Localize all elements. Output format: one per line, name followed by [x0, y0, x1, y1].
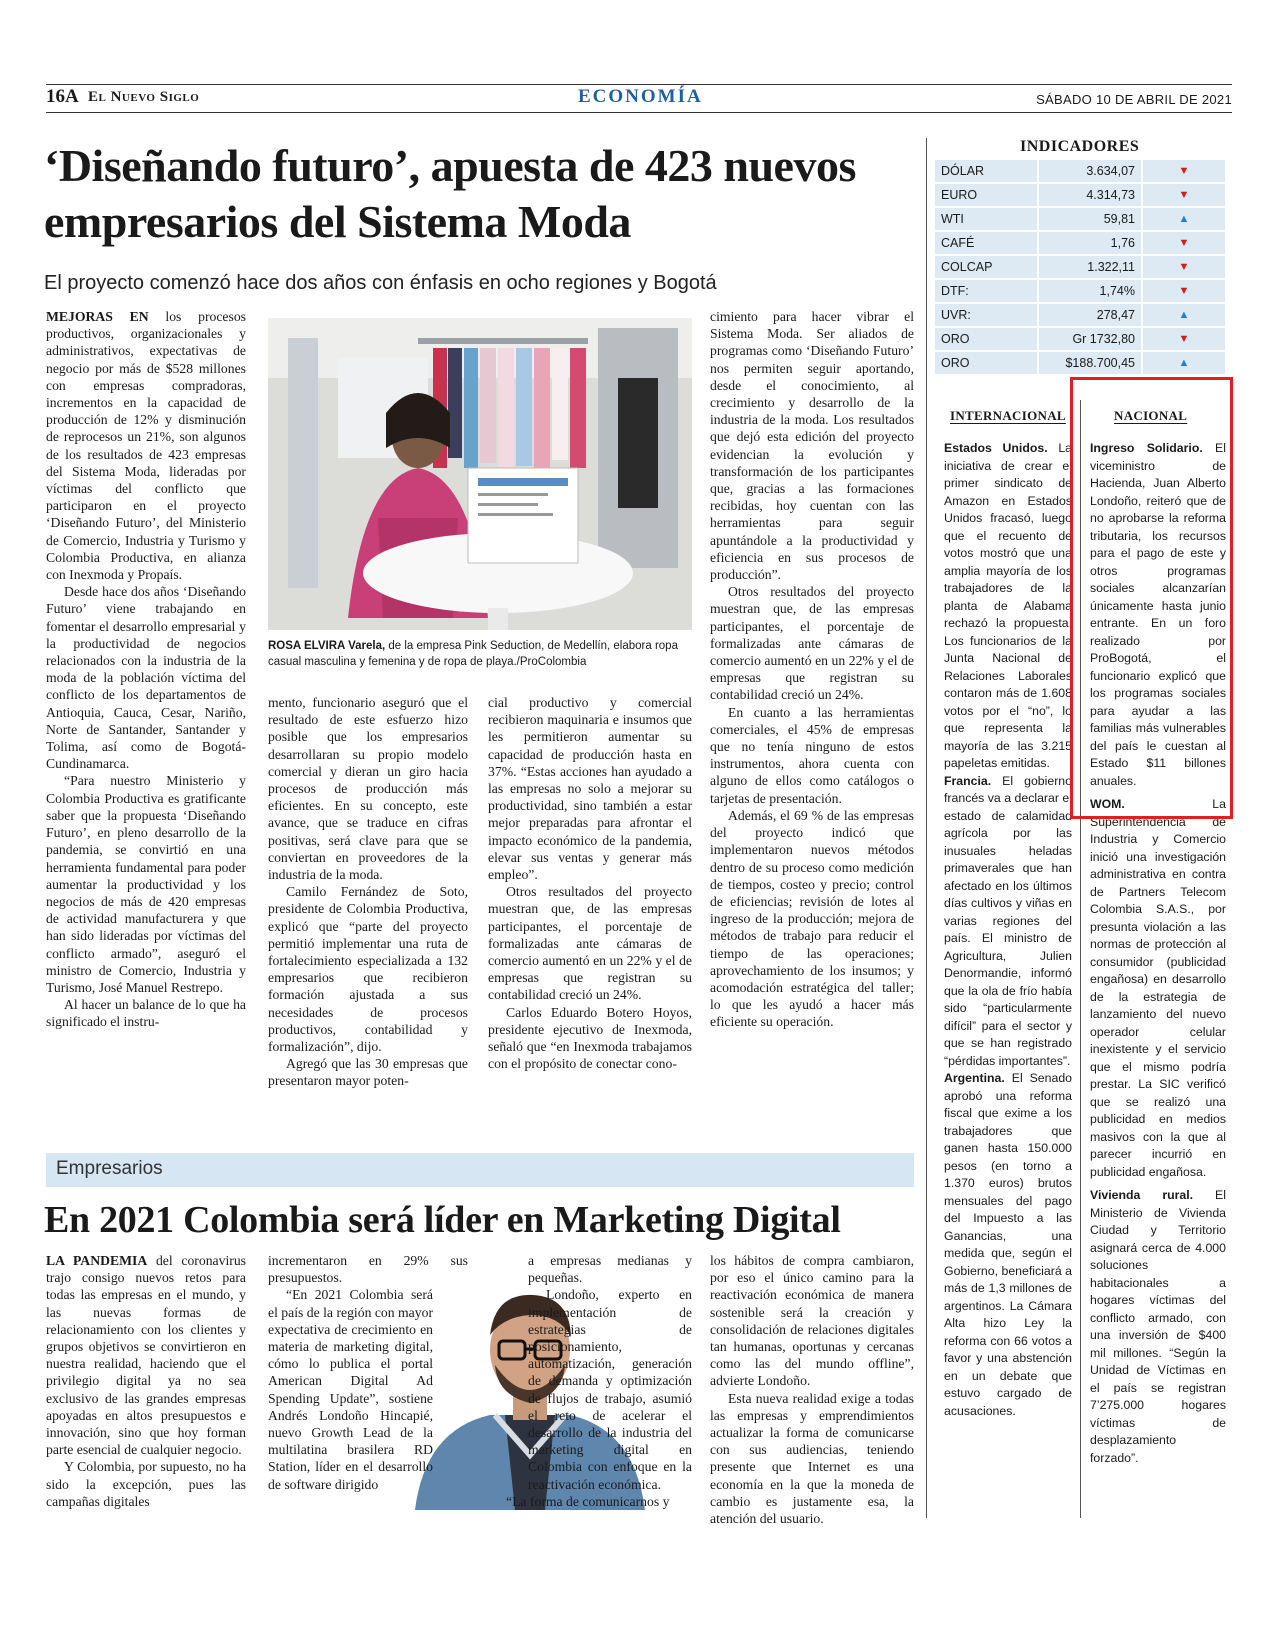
nacional-heading: NACIONAL: [1114, 408, 1188, 423]
indicator-value: 1,74%: [1038, 279, 1142, 303]
highlight-box: [1070, 377, 1233, 819]
photo-caption: ROSA ELVIRA Varela, de la empresa Pink Seduction, de Medellín, elabora ropa casual masculina y femenina y de ropa de playa./ProColombia: [268, 640, 678, 668]
indicator-value: 3.634,07: [1038, 160, 1142, 183]
indicator-name: EURO: [935, 183, 1038, 207]
indicator-name: UVR:: [935, 303, 1038, 327]
indicator-row: [935, 351, 1225, 375]
news-item: Ingreso Solidario. El viceministro de Hacienda, Juan Alberto Londoño, reiteró que de no aprobarse la reforma tributaria, los recursos para el pago de este y otros programas sociales alcanzarían únicamente hasta junio entrante. En un foro realizado por ProBogotá, el funcionario explicó que los programas sociales para ayudar a las familias más vulnerables del país le cuestan al Estado $11 billones anuales.: [1090, 441, 1226, 788]
paragraph: Londoño, experto en implementación de estrategias de posicionamiento, automatización, generación de demanda y optimización de flujos de trabajo, asumió el reto de acelerar el desarrollo de la industria del marketing digital en Colombia con enfoque en la reactivación económica.: [528, 1287, 692, 1492]
indicator-row: [935, 327, 1225, 351]
indicator-name: ORO: [935, 351, 1038, 375]
indicator-name: ORO: [935, 327, 1038, 351]
page-number: 16A: [46, 86, 79, 107]
down-arrow-icon: ▼: [1142, 279, 1225, 303]
indicator-row: [935, 160, 1225, 183]
down-arrow-icon: ▼: [1142, 231, 1225, 255]
article1-column-3: [488, 694, 692, 1072]
article1-column-1: MEJORAS EN los procesos productivos, organizacionales y administrativos, expectativas de negocio por más de $528 millones con empresas compradoras, incrementos en la capacidad de producción de 12% y disminución de reprocesos un 21%, son algunos de los resultados de 423 empresas del Sistema Moda, lideradas por víctimas del conflicto que participaron en el proyecto ‘Diseñando Futuro’, del Ministerio de Comercio, Industria y Turismo y Colombia Productiva, en alianza con Inexmoda y Propaís. Desde hace dos años ‘Diseñando Futuro’ viene trabajando en fomentar el desarrollo empresarial y la productividad de negocios relacionados con la industria de la moda de la población víctima del conflicto de los departamentos de Antioquia, Cauca, Cesar, Nariño, Norte de Santander, Santander y Tolima, así como de Bogotá-Cundinamarca. “Para nuestro Ministerio y Colombia Productiva es gratificante saber que la propuesta ‘Diseñando Futuro’, en pleno desarrollo de la pandemia, se convirtió en una herramienta fundamental para poder aumentar la productividad y los negocios de más de 420 empresas de actividad manufacturera y que han sido lideradas por víctimas del conflicto armado”, aseguró el ministro de Comercio, Industria y Turismo, José Manuel Restrepo. Al hacer un balance de lo que ha significado el instru-: [46, 309, 246, 1030]
paragraph: Desde hace dos años ‘Diseñando Futuro’ viene trabajando en fomentar el desarrollo empresarial y la productividad de negocios relacionados con la industria de la moda de la población víctima del conflicto de los departamentos de Antioquia, Cauca, Cesar, Nariño, Norte de Santander, Santander y Tolima, así como de Bogotá-Cundinamarca.: [46, 584, 246, 772]
paragraph: Al hacer un balance de lo que ha significado el instru-: [46, 997, 246, 1030]
indicator-row: [935, 303, 1225, 327]
issue-date: SÁBADO 10 DE ABRIL DE 2021: [1036, 92, 1232, 107]
section-band-label: Empresarios: [56, 1158, 163, 1179]
indicator-row: [935, 207, 1225, 231]
indicator-row: [935, 279, 1225, 303]
indicator-row: [935, 183, 1225, 207]
paragraph: Camilo Fernández de Soto, presidente de Colombia Productiva, explicó que “parte del proyecto permitió implementar una ruta de fortalecimiento especializada a 132 empresarios que recibieron formación ajustada a sus necesidades de procesos productivos, contabilidad y formalización”, dijo.: [268, 884, 468, 1055]
paragraph: Agregó que las 30 empresas que presentaron mayor poten-: [268, 1056, 468, 1089]
indicator-value: 4.314,73: [1038, 183, 1142, 207]
paragraph: En cuanto a las herramientas comerciales, el 45% de empresas que no tenía ninguno de estos instrumentos, ahora cuenta con alguno de ellos como catálogos o tarjetas de presentación.: [710, 704, 914, 806]
paragraph: incrementaron en 29% sus presupuestos.: [268, 1253, 468, 1286]
news-item: WOM. La Superintendencia de Industria y Comercio inició una investigación administrativa en contra de Partners Telecom Colombia S.A.S., por presunta violación a las normas de protección al consumidor (publicidad engañosa) en desarrollo de la estrategia de lanzamiento del nuevo operador celular inexistente y el servicio que el mismo podría prestar. La SIC verificó que se realizó una publicidad en medios masivos con la que al parecer incurrió en publicidad engañosa.: [1090, 797, 1226, 1179]
news-item: Francia. El gobierno francés va a declarar el estado de calamidad agrícola por las inusuales heladas primaverales que han afectado en los últimos días cultivos y viñas en varias regiones del país. El ministro de Agricultura, Julien Denormandie, informó que la ola de frío había sido “particularmente difícil” para el sector y que se han registrado “pérdidas importantes”.: [944, 773, 1072, 1068]
article-headline: ‘Diseñando futuro’, apuesta de 423 nuevos empresarios del Sistema Moda: [44, 140, 856, 247]
article1-column-2: [268, 694, 468, 1090]
down-arrow-icon: ▼: [1142, 160, 1225, 183]
paragraph: a empresas medianas y pequeñas.: [528, 1253, 692, 1286]
article2-column-1: LA PANDEMIA del coronavirus trajo consigo nuevos retos para todas las empresas en el mundo, y las nuevas formas de relacionamiento con los clientes y grupos objetivos se convirtieron en nuestra realidad, haciendo que el privilegio digital ya no sea exclusivo de las grandes empresas apoyadas en altos presupuestos e innovación, sino que hoy forman parte esencial de cualquier negocio. Y Colombia, por supuesto, no ha sido la excepción, pues las campañas digitales: [46, 1253, 246, 1509]
down-arrow-icon: ▼: [1142, 183, 1225, 207]
paragraph: “Para nuestro Ministerio y Colombia Productiva es gratificante saber que la propuesta ‘Diseñando Futuro’, en pleno desarrollo de la pandemia, se convirtió en una herramienta fundamental para poder aumentar la productividad y los negocios de más de 420 empresas de actividad manufacturera y que han sido lideradas por víctimas del conflicto armado”, aseguró el ministro de Comercio, Industria y Turismo, José Manuel Restrepo.: [46, 773, 246, 995]
paragraph: Y Colombia, por supuesto, no ha sido la excepción, pues las campañas digitales: [46, 1459, 246, 1509]
paragraph: Otros resultados del proyecto muestran que, de las empresas participantes, el porcentaje de formalizadas ante cámaras de comercio aumentó en un 22% y el de empresas que registran su contabilidad creció un 24%.: [710, 584, 914, 703]
paragraph: cial productivo y comercial recibieron maquinaria e insumos que les permitieron aumentar su capacidad de producción hasta en 37%. “Estas acciones han ayudado a las empresas no solo a mejorar su productividad, sino también a estar mejor preparadas para afrontar el impacto económico de la pandemia, elevar sus ventas y generar más empleo”.: [488, 695, 692, 883]
section-name: ECONOMÍA: [578, 86, 703, 107]
down-arrow-icon: ▼: [1142, 327, 1225, 351]
paragraph: cimiento para hacer vibrar el Sistema Moda. Ser aliados de programas como ‘Diseñando Futuro’ nos permiten seguir aportando, desde el conocimiento, al crecimiento y desarrollo de la industria de la moda. Los resultados que dejó esta edición del proyecto evidencian la evolución y transformación de los participantes que, gracias a las formaciones recibidas, hoy cuentan con las herramientas para seguir apuntándole a la productividad y eficiencia en sus procesos de producción”.: [710, 309, 914, 583]
paragraph: los hábitos de compra cambiaron, por eso el único camino para la reactivación económica de manera sostenible será la creación y consolidación de relaciones digitales tan humanas, oportunas y cercanas como las del mundo offline”, advierte Londoño.: [710, 1253, 914, 1389]
indicator-name: DÓLAR: [935, 160, 1038, 183]
indicator-value: 278,47: [1038, 303, 1142, 327]
up-arrow-icon: ▲: [1142, 351, 1225, 375]
indicator-row: [935, 255, 1225, 279]
indicator-name: CAFÉ: [935, 231, 1038, 255]
news-item: Estados Unidos. La iniciativa de crear el primer sindicato de Amazon en Estados Unidos fracasó, luego que el recuento de votos mostró que una amplia mayoría de los trabajadores de la planta de Alabama rechazó la propuesta. Los funcionarios de la Junta Nacional de Relaciones Laborales contaron más de 1.608 votos por el “no”, lo que representa la mayoría de las 3.215 papeletas emitidas.: [944, 441, 1072, 770]
paragraph: Otros resultados del proyecto muestran que, de las empresas participantes, el porcentaje de formalizadas ante cámaras de comercio aumentó en un 22% y el de empresas que registran su contabilidad creció un 24%.: [488, 884, 692, 1003]
paragraph: “La forma de comunicarnos y: [506, 1493, 670, 1509]
paragraph: Carlos Eduardo Botero Hoyos, presidente ejecutivo de Inexmoda, señaló que “en Inexmoda trabajamos con el propósito de conectar cono-: [488, 1004, 692, 1072]
indicator-value: 1,76: [1038, 231, 1142, 255]
lead-word: MEJORAS EN: [46, 309, 149, 324]
up-arrow-icon: ▲: [1142, 303, 1225, 327]
article1-column-4: [710, 308, 914, 1031]
article-photo: [268, 318, 692, 630]
down-arrow-icon: ▼: [1142, 255, 1225, 279]
paragraph: Esta nueva realidad exige a todas las empresas y emprendimientos actualizar la forma de comunicarse con sus audiencias, teniendo presente que Internet es una economía en la que la moneda de cambio es justamente esa, la atención del usuario.: [710, 1390, 914, 1527]
indicator-value: 59,81: [1038, 207, 1142, 231]
news-item: Vivienda rural. El Ministerio de Vivienda Ciudad y Territorio asignará cerca de 4.000 soluciones habitacionales a hogares víctimas del conflicto armado, con una inversión de $400 mil millones. “Según la Unidad de Víctimas en el país se registran 7’275.000 hogares víctimas de desplazamiento forzado”.: [1090, 1188, 1226, 1465]
indicator-name: COLCAP: [935, 255, 1038, 279]
section-band: [46, 1153, 914, 1187]
article2-headline: En 2021 Colombia será líder en Marketing Digital: [44, 1199, 841, 1241]
indicator-value: 1.322,11: [1038, 255, 1142, 279]
indicator-value: Gr 1732,80: [1038, 327, 1142, 351]
up-arrow-icon: ▲: [1142, 207, 1225, 231]
internacional-column: [944, 440, 1072, 1420]
article2-column-2: [268, 1252, 468, 1493]
article-subhead: El proyecto comenzó hace dos años con énfasis en ocho regiones y Bogotá: [44, 272, 717, 294]
article2-column-3: [488, 1252, 692, 1510]
indicators-title: INDICADORES: [1020, 138, 1140, 155]
paragraph: “En 2021 Colombia será el país de la región con mayor expectativa de crecimiento en materia de marketing digital, cómo lo publica el portal American Digital Ad Spending Update”, sostiene Andrés Londoño Hincapié, nuevo Growth Lead de la multilatina brasilera RD Station, líder en el desarrollo de software dirigido: [268, 1287, 433, 1492]
indicator-name: WTI: [935, 207, 1038, 231]
article2-column-4: [710, 1252, 914, 1527]
paragraph: mento, funcionario aseguró que el resultado de este esfuerzo hizo posible que los empresarios desarrollaran su propio modelo comercial y dieran un giro hacia procesos de producción más eficientes. En su concepto, este avance, que se traduce en cifras positivas, será clave para que se conviertan en proveedores de la industria de la moda.: [268, 695, 468, 883]
masthead: El Nuevo Siglo: [88, 89, 200, 105]
indicator-row: [935, 231, 1225, 255]
paragraph: Además, el 69 % de las empresas del proyecto indicó que implementaron nuevos métodos dentro de su proceso como medición de tiempos, costeo y precio; control de eficiencias; revisión de lotes al ingreso de la producción; mejora de métodos de trabajo para reducir el tiempo de las operaciones; aprovechamiento de los insumos; y acomodación estratégica del taller; lo que les ayudó a hacer más eficiente su operación.: [710, 807, 914, 1030]
internacional-heading: INTERNACIONAL: [950, 408, 1066, 423]
indicators-table: [935, 160, 1225, 376]
indicator-value: $188.700,45: [1038, 351, 1142, 375]
lead-word: LA PANDEMIA: [46, 1253, 148, 1268]
news-item: Argentina. El Senado aprobó una reforma fiscal que exime a los trabajadores que ganen hasta 150.000 pesos (en torno a 1.370 euros) brutos mensuales del pago del Impuesto a las Ganancias, una medida que, según el Gobierno, beneficiará a más de 1,3 millones de argentinos. La Cámara Alta hizo Ley la reforma con 66 votos a favor y una abstención en un debate que estuvo cargado de acusaciones.: [944, 1071, 1072, 1418]
indicator-name: DTF:: [935, 279, 1038, 303]
